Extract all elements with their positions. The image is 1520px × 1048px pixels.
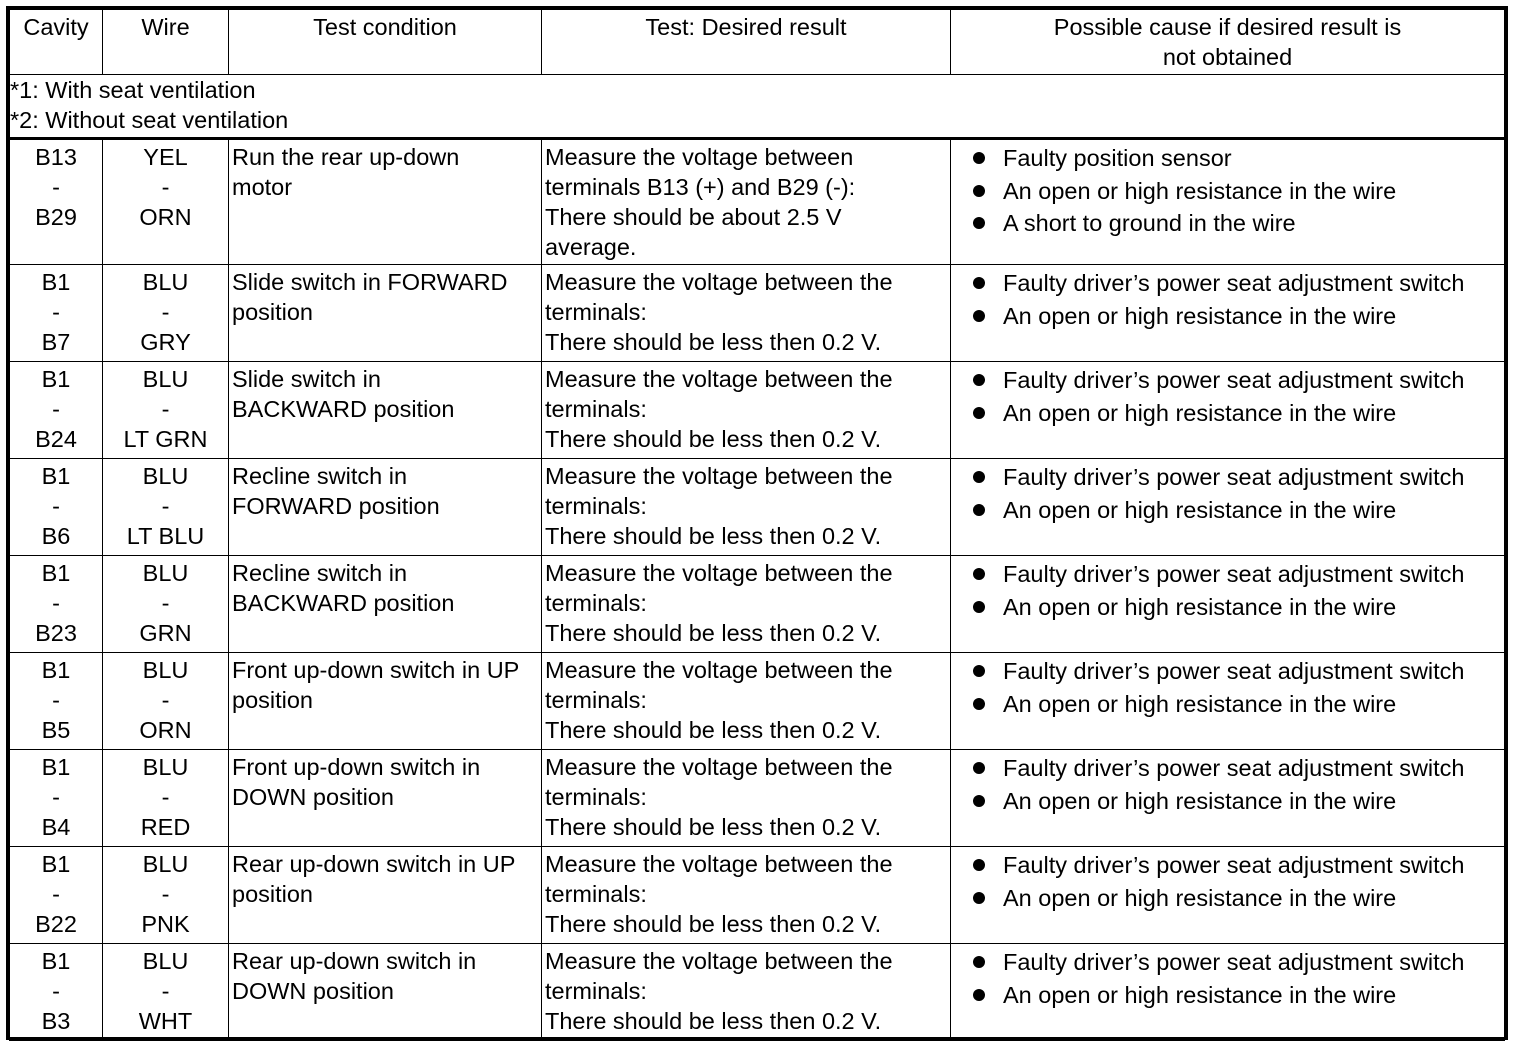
possible-cause-list — [951, 558, 1504, 623]
desired-result-cell — [542, 139, 951, 265]
header-wire: Wire — [103, 10, 229, 75]
cavity-cell-line: B29 — [35, 204, 77, 230]
cavity-cell-line: - — [52, 396, 60, 422]
cavity-cell-line: - — [52, 784, 60, 810]
wire-cell-line: - — [161, 881, 170, 907]
test-condition-cell — [229, 847, 542, 944]
test-condition-cell-line: BACKWARD position — [232, 396, 455, 422]
table-row — [10, 459, 1505, 556]
wire-cell — [103, 459, 229, 556]
test-condition-cell-line: Rear up-down switch in UP — [232, 851, 516, 877]
desired-result-cell-line: There should be less then 0.2 V. — [545, 426, 882, 452]
wire-cell-line: LT GRN — [123, 426, 208, 452]
wire-cell-line: YEL — [143, 144, 188, 170]
cavity-cell-line: - — [52, 174, 60, 200]
cavity-cell-line: B1 — [41, 948, 71, 974]
cavity-cell-line: - — [52, 687, 60, 713]
diagnostic-table-frame — [6, 6, 1508, 1040]
test-condition-cell-line: DOWN position — [232, 978, 394, 1004]
possible-cause-cell — [951, 653, 1505, 750]
desired-result-cell-line: Measure the voltage between the — [545, 269, 893, 295]
test-condition-cell-line: motor — [232, 174, 293, 200]
desired-result-cell-line: Measure the voltage between the — [545, 948, 893, 974]
test-condition-cell-line: Rear up-down switch in — [232, 948, 477, 974]
desired-result-cell-line: Measure the voltage between the — [545, 657, 893, 683]
test-condition-cell-line: Run the rear up-down — [232, 144, 460, 170]
cavity-cell — [10, 847, 103, 944]
wire-cell-line: ORN — [139, 204, 192, 230]
desired-result-cell-line: Measure the voltage between the — [545, 366, 893, 392]
wire-cell-line: - — [161, 174, 170, 200]
test-condition-cell-line: position — [232, 687, 313, 713]
list-item: Faulty driver’s power seat adjustment switch — [951, 655, 1504, 688]
list-item: An open or high resistance in the wire — [951, 494, 1504, 527]
desired-result-cell-line: terminals: — [545, 493, 647, 519]
list-item: Faulty driver’s power seat adjustment switch — [951, 752, 1504, 785]
header-cavity: Cavity — [10, 10, 103, 75]
test-condition-cell — [229, 139, 542, 265]
wire-cell — [103, 265, 229, 362]
possible-cause-list — [951, 946, 1504, 1011]
table-row — [10, 847, 1505, 944]
wire-cell-line: GRY — [140, 329, 191, 355]
list-item: Faulty position sensor — [951, 142, 1504, 175]
possible-cause-cell — [951, 750, 1505, 847]
test-condition-cell — [229, 653, 542, 750]
table-row — [10, 653, 1505, 750]
cavity-cell-line: B24 — [35, 426, 77, 452]
cavity-cell-line: B13 — [35, 144, 77, 170]
cavity-cell-line: B5 — [41, 717, 71, 743]
wire-cell-line: - — [161, 687, 170, 713]
table-row — [10, 362, 1505, 459]
desired-result-cell-line: There should be about 2.5 V — [545, 204, 842, 230]
list-item: An open or high resistance in the wire — [951, 175, 1504, 208]
desired-result-cell-line: Measure the voltage between — [545, 144, 854, 170]
table-row — [10, 265, 1505, 362]
desired-result-cell-line: Measure the voltage between the — [545, 560, 893, 586]
list-item: An open or high resistance in the wire — [951, 882, 1504, 915]
list-item: Faulty driver’s power seat adjustment switch — [951, 267, 1504, 300]
test-condition-cell-line: position — [232, 299, 313, 325]
list-item: An open or high resistance in the wire — [951, 979, 1504, 1012]
wire-cell — [103, 847, 229, 944]
cavity-cell-line: B6 — [41, 523, 71, 549]
cavity-cell-line: B1 — [41, 754, 71, 780]
desired-result-cell-line: terminals: — [545, 687, 647, 713]
possible-cause-list — [951, 461, 1504, 526]
wire-cell — [103, 653, 229, 750]
wire-cell-line: BLU — [142, 269, 189, 295]
wire-cell-line: BLU — [142, 851, 189, 877]
list-item: An open or high resistance in the wire — [951, 300, 1504, 333]
wire-cell-line: - — [161, 978, 170, 1004]
possible-cause-cell — [951, 362, 1505, 459]
cavity-cell — [10, 362, 103, 459]
list-item: Faulty driver’s power seat adjustment switch — [951, 946, 1504, 979]
desired-result-cell — [542, 847, 951, 944]
test-condition-cell — [229, 362, 542, 459]
wire-cell-line: LT BLU — [126, 523, 205, 549]
test-condition-cell-line: Recline switch in — [232, 463, 408, 489]
wire-cell — [103, 362, 229, 459]
test-condition-cell — [229, 265, 542, 362]
desired-result-cell-line: Measure the voltage between the — [545, 754, 893, 780]
possible-cause-list — [951, 849, 1504, 914]
cavity-cell-line: B1 — [41, 657, 71, 683]
test-condition-cell-line: position — [232, 881, 313, 907]
list-item: Faulty driver’s power seat adjustment switch — [951, 461, 1504, 494]
possible-cause-list — [951, 364, 1504, 429]
note-no-seat-ventilation: *2: Without seat ventilation — [10, 107, 289, 133]
cavity-cell — [10, 265, 103, 362]
possible-cause-list — [951, 142, 1504, 240]
list-item: Faulty driver’s power seat adjustment switch — [951, 364, 1504, 397]
cavity-cell-line: - — [52, 493, 60, 519]
desired-result-cell-line: terminals: — [545, 396, 647, 422]
cavity-cell-line: - — [52, 299, 60, 325]
desired-result-cell — [542, 653, 951, 750]
cavity-cell — [10, 653, 103, 750]
desired-result-cell-line: There should be less then 0.2 V. — [545, 329, 882, 355]
desired-result-cell — [542, 944, 951, 1041]
header-possible-cause-line1: Possible cause if desired result is — [1053, 14, 1402, 40]
wire-cell-line: - — [161, 590, 170, 616]
cavity-cell — [10, 750, 103, 847]
list-item: An open or high resistance in the wire — [951, 688, 1504, 721]
cavity-cell-line: B22 — [35, 911, 77, 937]
wire-cell — [103, 139, 229, 265]
wire-cell-line: WHT — [138, 1008, 193, 1034]
notes-row — [10, 75, 1505, 139]
cavity-cell-line: B4 — [41, 814, 71, 840]
desired-result-cell — [542, 750, 951, 847]
cavity-cell — [10, 139, 103, 265]
wire-cell-line: - — [161, 299, 170, 325]
cavity-cell-line: B23 — [35, 620, 77, 646]
test-condition-cell-line: Front up-down switch in — [232, 754, 481, 780]
cavity-cell-line: B1 — [41, 366, 71, 392]
possible-cause-cell — [951, 459, 1505, 556]
cavity-cell-line: - — [52, 978, 60, 1004]
desired-result-cell — [542, 362, 951, 459]
cavity-cell — [10, 459, 103, 556]
desired-result-cell-line: terminals B13 (+) and B29 (-): — [545, 174, 856, 200]
desired-result-cell-line: terminals: — [545, 299, 647, 325]
desired-result-cell-line: There should be less then 0.2 V. — [545, 1008, 882, 1034]
cavity-cell-line: - — [52, 590, 60, 616]
wire-cell — [103, 556, 229, 653]
cavity-cell-line: B1 — [41, 463, 71, 489]
wire-cell-line: - — [161, 784, 170, 810]
wire-cell-line: PNK — [141, 911, 190, 937]
table-row — [10, 750, 1505, 847]
test-condition-cell-line: Slide switch in FORWARD — [232, 269, 508, 295]
cavity-cell — [10, 944, 103, 1041]
desired-result-cell — [542, 265, 951, 362]
cavity-cell-line: B7 — [41, 329, 71, 355]
desired-result-cell-line: There should be less then 0.2 V. — [545, 911, 882, 937]
list-item: Faulty driver’s power seat adjustment switch — [951, 849, 1504, 882]
wire-cell — [103, 944, 229, 1041]
note-seat-ventilation: *1: With seat ventilation — [10, 77, 256, 103]
wire-cell-line: BLU — [142, 560, 189, 586]
cavity-cell-line: B3 — [41, 1008, 71, 1034]
possible-cause-list — [951, 752, 1504, 817]
test-condition-cell-line: BACKWARD position — [232, 590, 455, 616]
notes-cell — [10, 75, 1505, 139]
test-condition-cell-line: FORWARD position — [232, 493, 440, 519]
cavity-cell-line: - — [52, 881, 60, 907]
desired-result-cell-line: There should be less then 0.2 V. — [545, 814, 882, 840]
table-row — [10, 139, 1505, 265]
list-item: An open or high resistance in the wire — [951, 785, 1504, 818]
desired-result-cell-line: There should be less then 0.2 V. — [545, 717, 882, 743]
cavity-cell-line: B1 — [41, 851, 71, 877]
test-condition-cell — [229, 459, 542, 556]
wire-cell-line: BLU — [142, 948, 189, 974]
cavity-cell-line: B1 — [41, 269, 71, 295]
desired-result-cell-line: Measure the voltage between the — [545, 463, 893, 489]
test-condition-cell — [229, 944, 542, 1041]
desired-result-cell-line: terminals: — [545, 881, 647, 907]
wire-cell-line: BLU — [142, 754, 189, 780]
wire-cell-line: BLU — [142, 463, 189, 489]
desired-result-cell-line: Measure the voltage between the — [545, 851, 893, 877]
test-condition-cell-line: DOWN position — [232, 784, 394, 810]
possible-cause-cell — [951, 944, 1505, 1041]
header-row — [10, 10, 1505, 75]
list-item: A short to ground in the wire — [951, 207, 1504, 240]
desired-result-cell-line: average. — [545, 234, 637, 260]
wire-cell-line: - — [161, 493, 170, 519]
diagnostic-test-table — [9, 9, 1505, 1041]
possible-cause-list — [951, 267, 1504, 332]
wire-cell-line: RED — [140, 814, 191, 840]
table-row — [10, 556, 1505, 653]
possible-cause-list — [951, 655, 1504, 720]
test-condition-cell-line: Front up-down switch in UP — [232, 657, 520, 683]
desired-result-cell-line: terminals: — [545, 784, 647, 810]
desired-result-cell-line: There should be less then 0.2 V. — [545, 523, 882, 549]
wire-cell-line: BLU — [142, 657, 189, 683]
possible-cause-cell — [951, 139, 1505, 265]
cavity-cell-line: B1 — [41, 560, 71, 586]
header-desired-result: Test: Desired result — [542, 10, 951, 75]
possible-cause-cell — [951, 847, 1505, 944]
test-condition-cell-line: Recline switch in — [232, 560, 408, 586]
table-row — [10, 944, 1505, 1041]
test-condition-cell — [229, 556, 542, 653]
wire-cell-line: GRN — [139, 620, 192, 646]
list-item: An open or high resistance in the wire — [951, 397, 1504, 430]
wire-cell-line: BLU — [142, 366, 189, 392]
test-condition-cell-line: Slide switch in — [232, 366, 381, 392]
header-possible-cause-line2: not obtained — [1162, 44, 1293, 70]
desired-result-cell — [542, 459, 951, 556]
header-test-condition: Test condition — [229, 10, 542, 75]
wire-cell — [103, 750, 229, 847]
cavity-cell — [10, 556, 103, 653]
desired-result-cell — [542, 556, 951, 653]
test-condition-cell — [229, 750, 542, 847]
list-item: An open or high resistance in the wire — [951, 591, 1504, 624]
desired-result-cell-line: There should be less then 0.2 V. — [545, 620, 882, 646]
wire-cell-line: ORN — [139, 717, 192, 743]
desired-result-cell-line: terminals: — [545, 590, 647, 616]
wire-cell-line: - — [161, 396, 170, 422]
header-possible-cause — [951, 10, 1505, 75]
possible-cause-cell — [951, 265, 1505, 362]
list-item: Faulty driver’s power seat adjustment switch — [951, 558, 1504, 591]
desired-result-cell-line: terminals: — [545, 978, 647, 1004]
possible-cause-cell — [951, 556, 1505, 653]
